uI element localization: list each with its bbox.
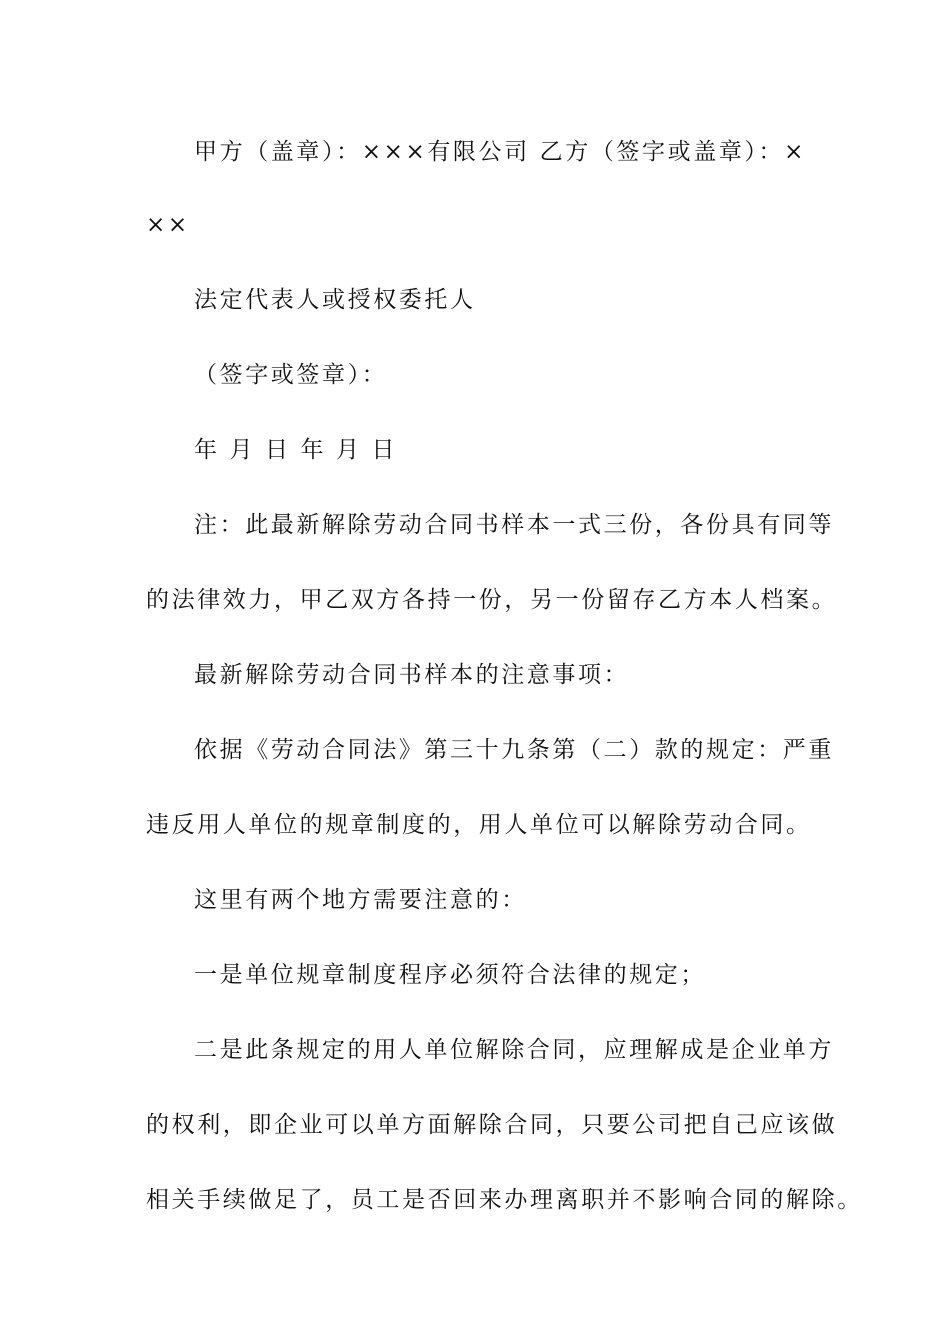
signature-party-line: 甲方（盖章）：×××有限公司 乙方（签字或盖章）：× (194, 139, 806, 165)
date-line: 年 月 日 年 月 日 (194, 437, 398, 463)
note-paragraph-line: 的法律效力，甲乙双方各持一份，另一份留存乙方本人档案。 (146, 587, 838, 613)
legal-basis-paragraph-line: 依据《劳动合同法》第三十九条第（二）款的规定：严重 (194, 737, 834, 763)
legal-representative-line: 法定代表人或授权委托人 (194, 287, 476, 313)
signature-party-line-continued: ×× (146, 212, 190, 238)
point-two-paragraph-line: 二是此条规定的用人单位解除合同，应理解成是企业单方 (194, 1037, 834, 1063)
attention-paragraph: 这里有两个地方需要注意的： (194, 887, 527, 913)
legal-basis-paragraph-line: 违反用人单位的规章制度的，用人单位可以解除劳动合同。 (146, 812, 812, 838)
note-paragraph-line: 注：此最新解除劳动合同书样本一式三份，各份具有同等 (194, 512, 834, 538)
point-one-paragraph: 一是单位规章制度程序必须符合法律的规定； (194, 962, 706, 988)
signature-label: （签字或签章）： (194, 362, 388, 388)
section-heading: 最新解除劳动合同书样本的注意事项： (194, 662, 630, 688)
point-two-paragraph-line: 的权利，即企业可以单方面解除合同，只要公司把自己应该做 (146, 1112, 838, 1138)
point-two-paragraph-line: 相关手续做足了，员工是否回来办理离职并不影响合同的解除。 (146, 1187, 863, 1213)
